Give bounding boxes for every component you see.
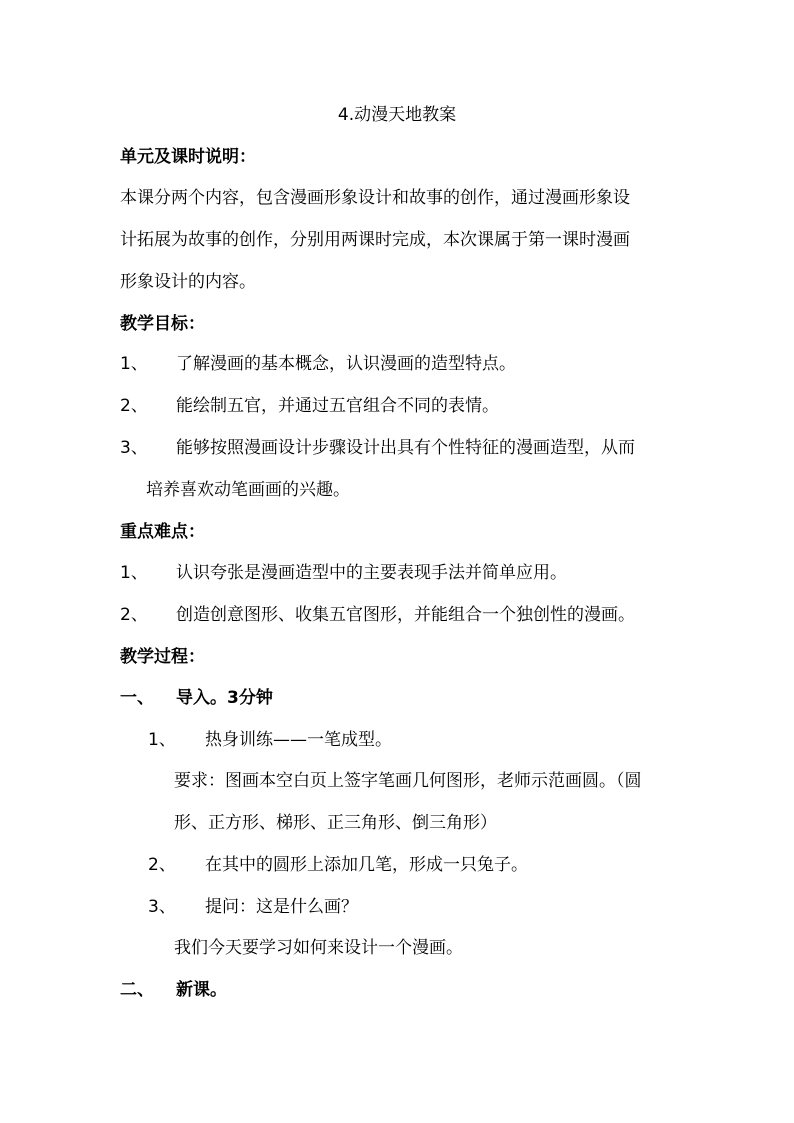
part-number: 一、	[120, 688, 154, 708]
process-step	[148, 896, 608, 918]
list-item	[120, 562, 690, 584]
process-step	[148, 729, 548, 751]
paragraph-line: 计拓展为故事的创作，分别用两课时完成，本次课属于第一课时漫画	[120, 230, 630, 250]
section-heading-key-points: 重点难点：	[120, 522, 205, 542]
process-part-2	[120, 979, 420, 1001]
step-number: 1、	[148, 730, 176, 750]
step-text: 在其中的圆形上添加几笔，形成一只兔子。	[205, 855, 528, 875]
part-text: 导入。3分钟	[176, 688, 273, 708]
list-number: 2、	[120, 396, 148, 416]
list-item-continuation: 培养喜欢动笔画画的兴趣。	[146, 480, 350, 500]
step-detail: 要求：图画本空白页上签字笔画几何图形，老师示范画圆。（圆	[174, 771, 642, 791]
step-detail: 形、正方形、梯形、正三角形、倒三角形）	[174, 813, 497, 833]
step-text: 提问：这是什么画？	[205, 897, 358, 917]
list-number: 1、	[120, 354, 148, 374]
step-text: 热身训练——一笔成型。	[205, 730, 392, 750]
list-text: 创造创意图形、收集五官图形，并能组合一个独创性的漫画。	[176, 605, 635, 625]
list-text: 能绘制五官，并通过五官组合不同的表情。	[176, 396, 499, 416]
section-heading-process: 教学过程：	[120, 647, 205, 667]
step-number: 3、	[148, 897, 176, 917]
list-text: 认识夸张是漫画造型中的主要表现手法并简单应用。	[176, 563, 567, 583]
document-title: 4.动漫天地教案	[337, 105, 457, 125]
section-heading-unit: 单元及课时说明：	[120, 147, 256, 167]
part-text: 新课。	[176, 980, 227, 1000]
step-note: 我们今天要学习如何来设计一个漫画。	[174, 938, 463, 958]
list-item	[120, 353, 680, 375]
list-number: 3、	[120, 438, 148, 458]
list-item	[120, 395, 680, 417]
list-number: 1、	[120, 563, 148, 583]
step-number: 2、	[148, 855, 176, 875]
paragraph-line: 形象设计的内容。	[120, 272, 256, 292]
list-text: 能够按照漫画设计步骤设计出具有个性特征的漫画造型，从而	[176, 438, 635, 458]
list-item	[120, 604, 690, 626]
list-item	[120, 437, 680, 459]
list-number: 2、	[120, 605, 148, 625]
process-part-1	[120, 687, 420, 709]
paragraph-line: 本课分两个内容，包含漫画形象设计和故事的创作，通过漫画形象设	[120, 188, 630, 208]
list-text: 了解漫画的基本概念，认识漫画的造型特点。	[176, 354, 516, 374]
section-heading-goals: 教学目标：	[120, 314, 205, 334]
part-number: 二、	[120, 980, 154, 1000]
process-step	[148, 854, 608, 876]
